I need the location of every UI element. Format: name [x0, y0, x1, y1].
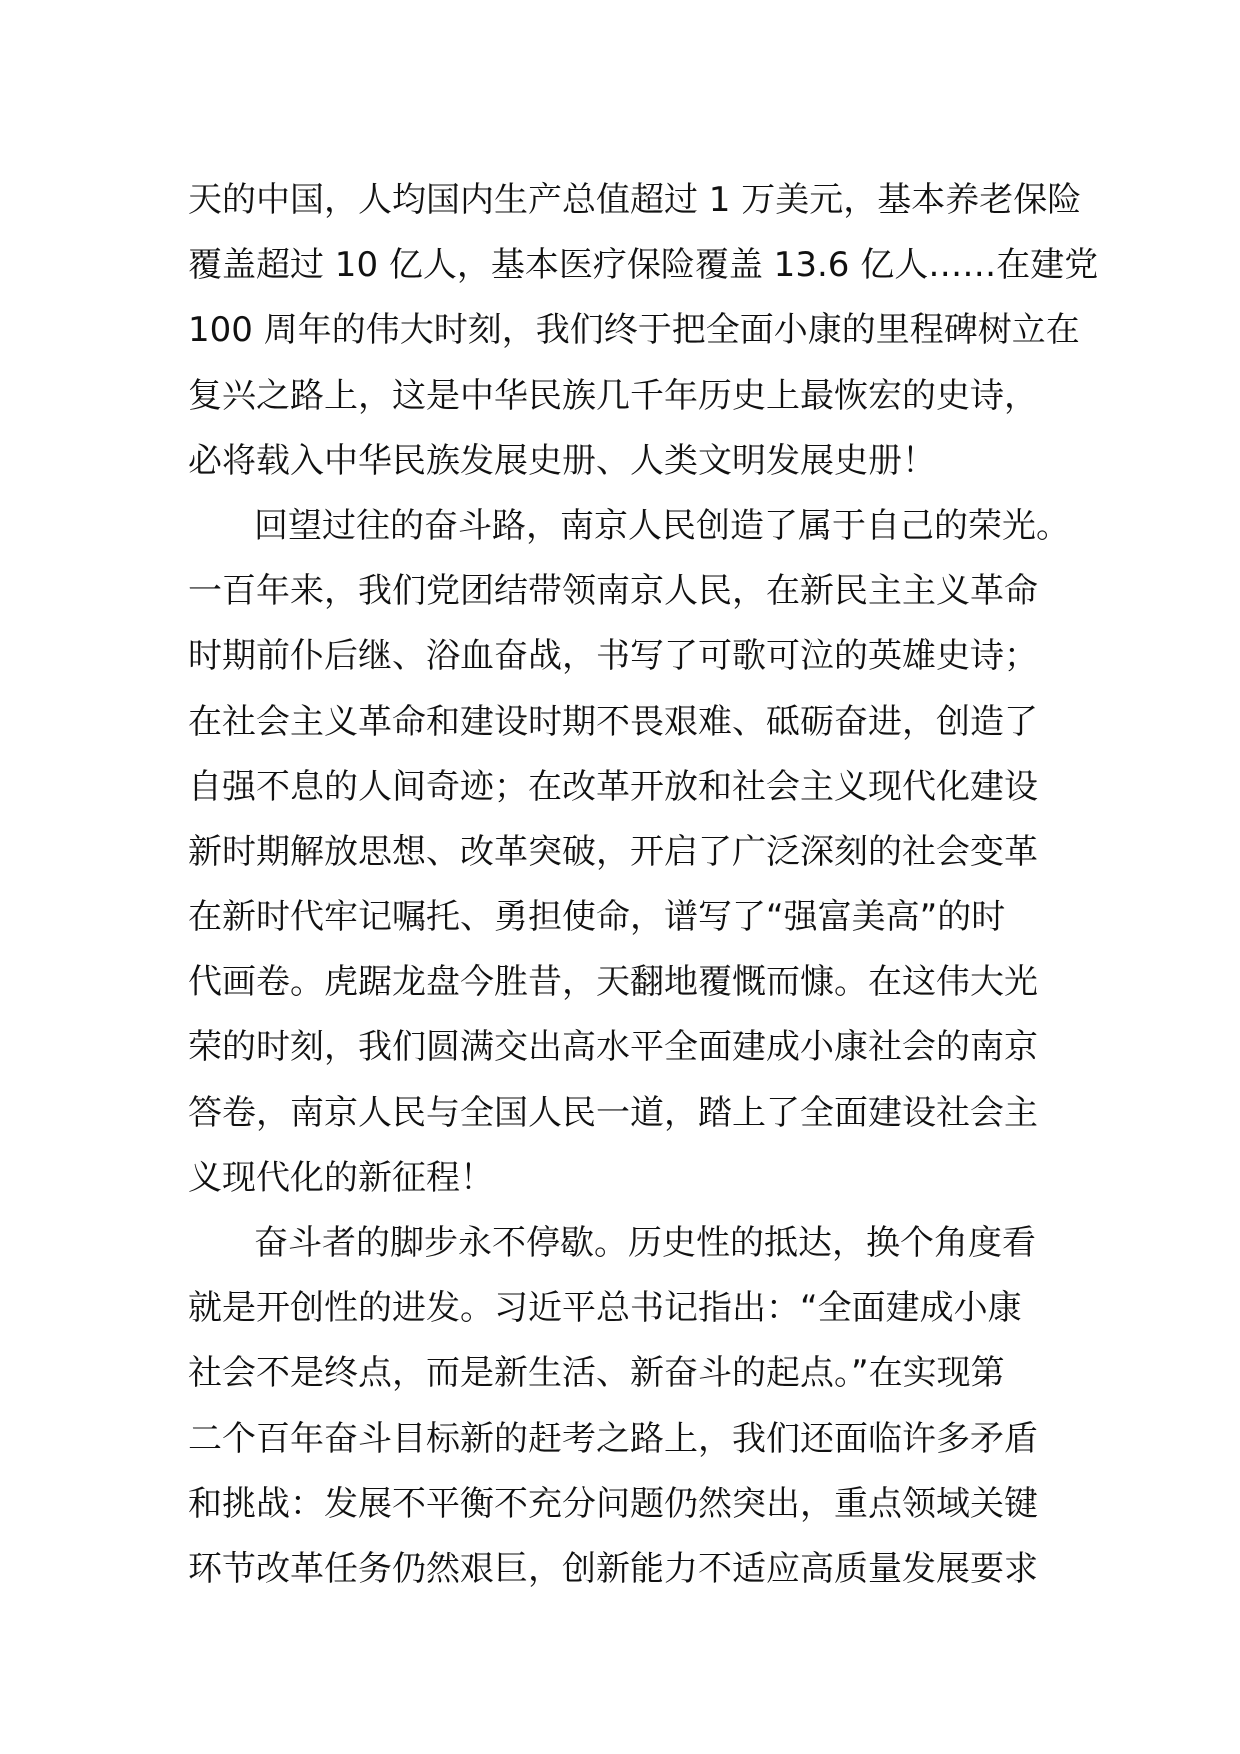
text-line: 二个百年奋斗目标新的赶考之路上，我们还面临许多矛盾: [188, 1418, 1038, 1459]
text-line: 覆盖超过 10 亿人，基本医疗保险覆盖 13.6 亿人……在建党: [188, 245, 1099, 286]
text-line: 代画卷。虎踞龙盘今胜昔，天翻地覆慨而慷。在这伟大光: [188, 962, 1038, 1003]
text-line: 在社会主义革命和建设时期不畏艰难、砥砺奋进，创造了: [188, 701, 1038, 742]
text-line: 荣的时刻，我们圆满交出高水平全面建成小康社会的南京: [188, 1027, 1038, 1068]
text-line: 答卷，南京人民与全国人民一道，踏上了全面建设社会主: [188, 1092, 1038, 1133]
text-line: 义现代化的新征程！: [188, 1157, 494, 1198]
text-line: 必将载入中华民族发展史册、人类文明发展史册！: [188, 440, 936, 481]
paragraph-first-line: 奋斗者的脚步永不停歇。历史性的抵达，换个角度看: [254, 1223, 1036, 1263]
text-line: 天的中国，人均国内生产总值超过 1 万美元，基本养老保险: [188, 180, 1082, 220]
text-line: 在新时代牢记嘱托、勇担使命，谱写了“强富美高”的时: [188, 897, 1006, 938]
text-line: 就是开创性的进发。习近平总书记指出：“全面建成小康: [188, 1288, 1022, 1329]
text-line: 社会不是终点，而是新生活、新奋斗的起点。”在实现第: [188, 1353, 1005, 1394]
text-line: 和挑战：发展不平衡不充分问题仍然突出，重点领域关键: [188, 1483, 1038, 1524]
text-line: 时期前仆后继、浴血奋战，书写了可歌可泣的英雄史诗；: [188, 636, 1038, 677]
text-line: 环节改革任务仍然艰巨，创新能力不适应高质量发展要求: [188, 1548, 1038, 1589]
text-line: 100 周年的伟大时刻，我们终于把全面小康的里程碑树立在: [188, 310, 1080, 351]
text-line: 自强不息的人间奇迹；在改革开放和社会主义现代化建设: [188, 766, 1038, 807]
text-line: 复兴之路上，这是中华民族几千年历史上最恢宏的史诗，: [188, 375, 1038, 416]
text-line: 新时期解放思想、改革突破，开启了广泛深刻的社会变革: [188, 831, 1038, 872]
body-text: [188, 168, 1099, 1602]
paragraph-first-line: 回望过往的奋斗路，南京人民创造了属于自己的荣光。: [254, 505, 1070, 546]
text-line: 一百年来，我们党团结带领南京人民，在新民主主义革命: [188, 571, 1038, 612]
